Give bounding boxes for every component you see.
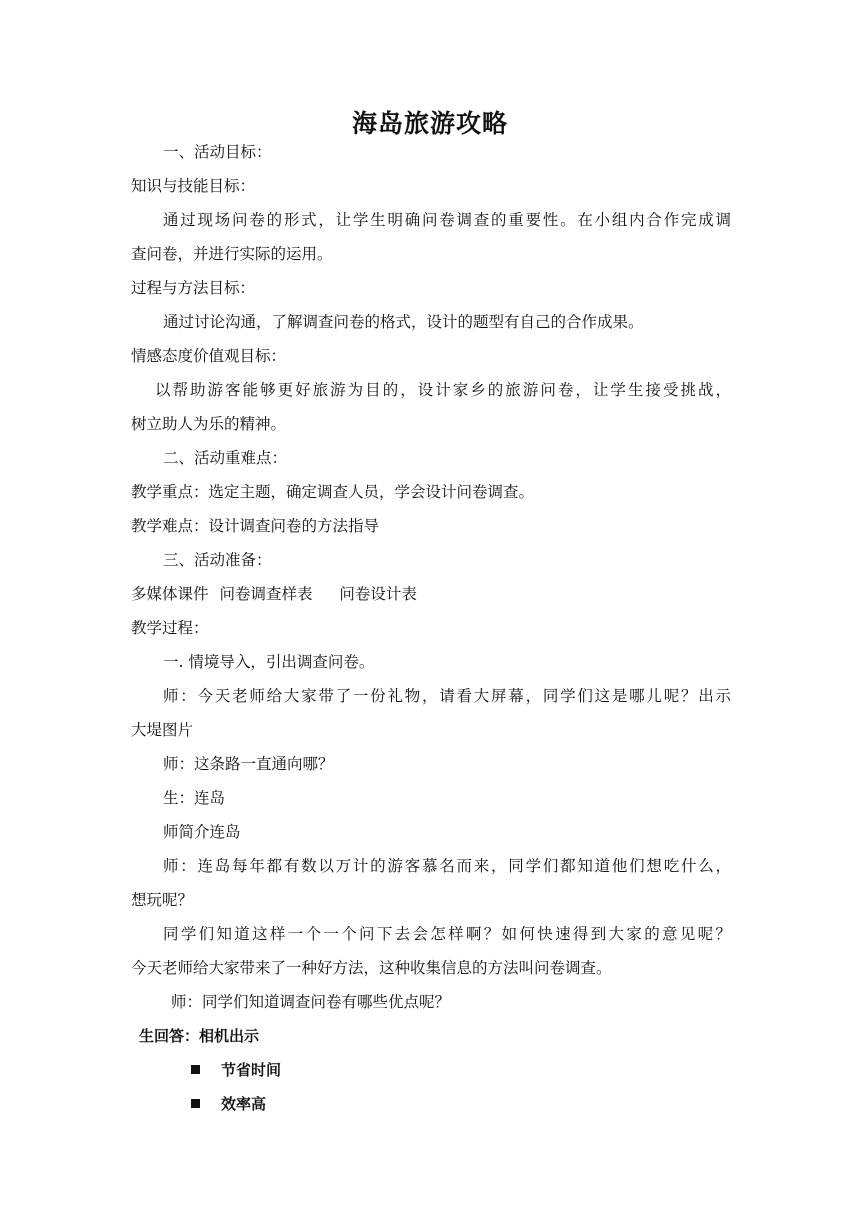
- bullet-text: 效率高: [221, 1095, 267, 1113]
- difficulty-heading: 二、活动重难点：: [163, 449, 288, 467]
- emotion-paragraph-line2: 树立助人为乐的精神。: [131, 415, 287, 433]
- goals-heading: 一、活动目标：: [163, 143, 272, 161]
- document-title: 海岛旅游攻略: [351, 109, 508, 138]
- document-body: [131, 135, 731, 1121]
- teacher-line-2: 师：这条路一直通向哪？: [163, 755, 334, 773]
- teacher-line-3: 师简介连岛: [163, 823, 241, 841]
- student-answer: 生回答：相机出示: [139, 1027, 260, 1045]
- teacher-line-4a: 师：连岛每年都有数以万计的游客慕名而来，同学们都知道他们想吃什么，: [163, 857, 731, 875]
- knowledge-heading: 知识与技能目标：: [131, 177, 256, 195]
- student-line-1: 生：连岛: [163, 789, 226, 807]
- knowledge-paragraph-line2: 查问卷，并进行实际的运用。: [131, 245, 333, 263]
- process-paragraph: 通过讨论沟通，了解调查问卷的格式，设计的题型有自己的合作成果。: [163, 313, 644, 331]
- square-bullet-icon: [191, 1065, 200, 1074]
- step-one: 一. 情境导入，引出调查问卷。: [163, 653, 375, 671]
- square-bullet-icon: [191, 1099, 200, 1108]
- bullet-item: [131, 1053, 731, 1087]
- prep-heading: 三、活动准备：: [163, 551, 272, 569]
- process-heading: 过程与方法目标：: [131, 279, 256, 297]
- knowledge-paragraph-line1: 通过现场问卷的形式，让学生明确问卷调查的重要性。在小组内合作完成调: [163, 211, 731, 229]
- teacher-line-5: 师：同学们知道调查问卷有哪些优点呢？: [171, 993, 451, 1011]
- emotion-heading: 情感态度价值观目标：: [131, 347, 287, 365]
- teacher-line-4b: 想玩呢？: [131, 891, 194, 909]
- prep-item-design: 问卷设计表: [339, 585, 417, 603]
- paragraph-line-a: 同学们知道这样一个一个问下去会怎样啊？如何快速得到大家的意见呢？: [163, 925, 731, 943]
- process-title: 教学过程：: [131, 619, 209, 637]
- prep-item-sample: 问卷调查样表: [219, 585, 313, 603]
- teacher-line-1a: 师：今天老师给大家带了一份礼物，请看大屏幕，同学们这是哪儿呢？出示: [163, 687, 731, 705]
- prep-item-courseware: 多媒体课件: [131, 585, 209, 603]
- difficult-point: 教学难点：设计调查问卷的方法指导: [131, 517, 380, 535]
- bullet-item: [131, 1087, 731, 1121]
- paragraph-line-b: 今天老师给大家带来了一种好方法，这种收集信息的方法叫问卷调查。: [131, 959, 612, 977]
- emotion-paragraph-line1: 以帮助游客能够更好旅游为目的，设计家乡的旅游问卷，让学生接受挑战，: [155, 381, 731, 399]
- teacher-line-1b: 大堤图片: [131, 721, 194, 739]
- key-point: 教学重点：选定主题，确定调查人员，学会设计问卷调查。: [131, 483, 535, 501]
- prep-materials: [131, 577, 731, 611]
- bullet-text: 节省时间: [221, 1061, 282, 1079]
